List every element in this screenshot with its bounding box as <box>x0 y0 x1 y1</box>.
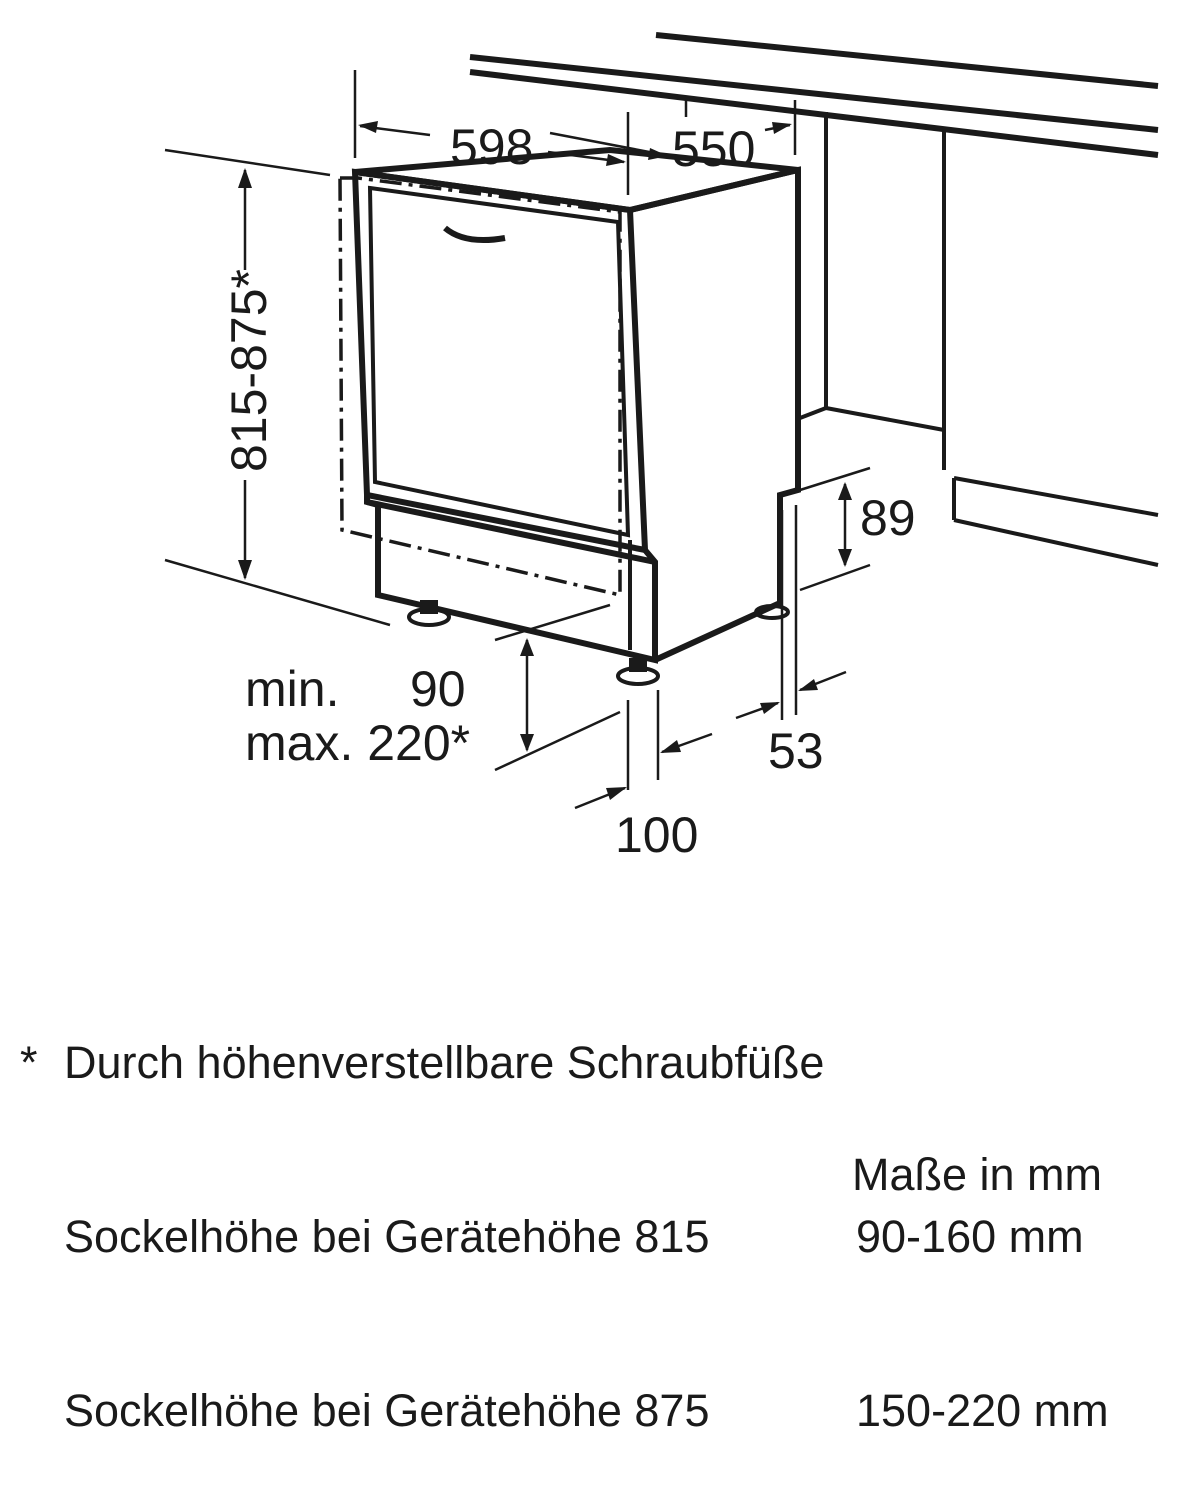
door-handle <box>445 228 505 240</box>
plinth-row-label: Sockelhöhe bei Gerätehöhe 815 <box>64 1211 710 1262</box>
dim-width: 598 <box>450 119 534 175</box>
foot-offset-dimension <box>575 690 712 808</box>
dim-height: 815-875* <box>221 269 277 472</box>
units-note: Maße in mm <box>852 1149 1103 1200</box>
dim-plinth-min-label: min. <box>245 661 340 717</box>
dim-plinth-depth: 89 <box>860 490 916 546</box>
plinth-row-label: Sockelhöhe bei Gerätehöhe 875 <box>64 1385 710 1436</box>
plinth-row-value: 90-160 mm <box>856 1211 1084 1262</box>
dim-plinth-max: max. 220* <box>245 715 471 771</box>
plinth-row-815 <box>20 1208 1109 1266</box>
dim-foot-offset: 100 <box>615 807 699 863</box>
dim-back-gap: 53 <box>768 723 824 779</box>
footnote-line <box>20 1034 1109 1092</box>
dim-depth: 550 <box>672 121 756 177</box>
adjacent-cabinet <box>800 112 1158 565</box>
plinth-row-value: 150-220 mm <box>856 1385 1109 1436</box>
plinth-row-875 <box>20 1382 1109 1440</box>
footnote-asterisk: * <box>20 1037 38 1088</box>
footnote-text: Durch höhenverstellbare Schraubfüße <box>64 1037 825 1088</box>
footnotes <box>20 918 1109 1498</box>
dim-plinth-min-value: 90 <box>410 661 466 717</box>
